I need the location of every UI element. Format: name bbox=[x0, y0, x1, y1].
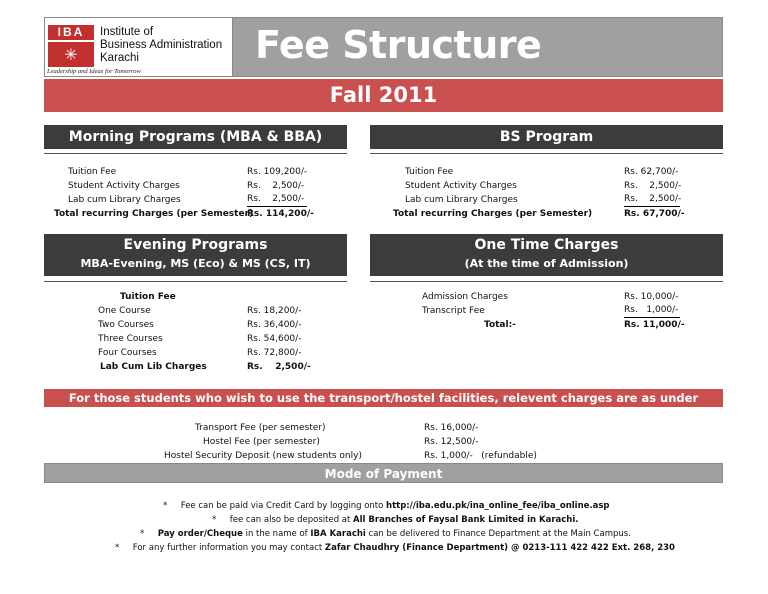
note-text: Fee can be paid via Credit Card by logging onto bbox=[180, 501, 387, 511]
pay-order-label: Pay order/Cheque bbox=[157, 529, 243, 539]
payment-note-bank bbox=[212, 514, 579, 527]
logo-text: IBA bbox=[48, 25, 94, 40]
page-title: Fee Structure bbox=[255, 23, 542, 67]
transport-row-label: Hostel Security Deposit (new students only) bbox=[164, 451, 362, 461]
payment-note-credit-card bbox=[163, 500, 610, 513]
payee-name: IBA Karachi bbox=[310, 529, 366, 539]
note-text: can be delivered to Finance Department at the Main Campus. bbox=[365, 529, 631, 539]
transport-hostel-heading: For those students who wish to use the transport/hostel facilities, relevent charges are as under bbox=[44, 389, 723, 407]
morning-row-label: Tuition Fee bbox=[68, 167, 117, 177]
onetime-heading-title: One Time Charges bbox=[474, 237, 619, 253]
morning-programs-heading: Morning Programs (MBA & BBA) bbox=[44, 125, 347, 149]
bullet: * bbox=[212, 515, 217, 525]
note-text: in the name of bbox=[242, 529, 311, 539]
onetime-row-label: Admission Charges bbox=[422, 292, 508, 302]
evening-heading-subtitle: MBA-Evening, MS (Eco) & MS (CS, IT) bbox=[80, 257, 311, 270]
onetime-row-amount: Rs. 10,000/- bbox=[624, 292, 679, 302]
payment-note-pay-order bbox=[140, 528, 631, 541]
bullet: * bbox=[115, 543, 120, 553]
transport-row-label: Transport Fee (per semester) bbox=[195, 423, 326, 433]
evening-row-amount: Rs. 54,600/- bbox=[247, 334, 302, 344]
evening-row-label: Three Courses bbox=[98, 334, 163, 344]
iba-logo bbox=[48, 25, 94, 67]
evening-lab-label: Lab Cum Lib Charges bbox=[100, 362, 207, 372]
transport-row-label: Hostel Fee (per semester) bbox=[203, 437, 320, 447]
evening-lab-amount: Rs. 2,500/- bbox=[247, 362, 311, 372]
divider bbox=[370, 281, 723, 282]
institute-line-2: Business Administration bbox=[100, 39, 223, 51]
online-fee-link[interactable]: http://iba.edu.pk/ina_online_fee/iba_online.asp bbox=[386, 501, 610, 511]
evening-row-amount: Rs. 72,800/- bbox=[247, 348, 302, 358]
bs-row-amount: Rs. 2,500/- bbox=[624, 193, 680, 207]
morning-row-amount: Rs. 109,200/- bbox=[247, 167, 308, 177]
morning-total-label: Total recurring Charges (per Semester) bbox=[54, 209, 254, 219]
bank-name: All Branches of Faysal Bank Limited in Karachi. bbox=[353, 515, 579, 525]
evening-row-amount: Rs. 36,400/- bbox=[247, 320, 302, 330]
bullet: * bbox=[140, 529, 145, 539]
morning-row-amount: Rs. 2,500/- bbox=[247, 193, 307, 207]
divider bbox=[44, 281, 347, 282]
payment-note-contact bbox=[115, 542, 675, 555]
bs-row-label: Lab cum Library Charges bbox=[405, 195, 518, 205]
onetime-total-amount: Rs. 11,000/- bbox=[624, 320, 685, 330]
tagline: Leadership and Ideas for Tomorrow bbox=[47, 68, 141, 75]
morning-total-amount: Rs. 114,200/- bbox=[247, 209, 314, 219]
morning-row-amount: Rs. 2,500/- bbox=[247, 181, 305, 191]
evening-heading-title: Evening Programs bbox=[123, 237, 268, 253]
term-banner: Fall 2011 bbox=[44, 79, 723, 112]
bs-row-label: Tuition Fee bbox=[405, 167, 454, 177]
bs-row-amount: Rs. 62,700/- bbox=[624, 167, 679, 177]
bs-program-heading: BS Program bbox=[370, 125, 723, 149]
morning-row-label: Lab cum Library Charges bbox=[68, 195, 181, 205]
evening-programs-heading bbox=[44, 234, 347, 276]
morning-row-label: Student Activity Charges bbox=[68, 181, 180, 191]
onetime-row-label: Transcript Fee bbox=[422, 306, 485, 316]
transport-row-amount: Rs. 16,000/- bbox=[424, 423, 479, 433]
bs-total-label: Total recurring Charges (per Semester) bbox=[393, 209, 593, 219]
divider bbox=[44, 153, 347, 154]
mode-of-payment-heading: Mode of Payment bbox=[44, 463, 723, 483]
divider bbox=[370, 153, 723, 154]
note-text: For any further information you may contact bbox=[132, 543, 325, 553]
evening-tuition-label: Tuition Fee bbox=[120, 292, 176, 302]
evening-row-label: Four Courses bbox=[98, 348, 157, 358]
evening-row-label: Two Courses bbox=[98, 320, 154, 330]
institute-line-1: Institute of bbox=[100, 26, 154, 38]
institute-line-3: Karachi bbox=[100, 52, 139, 64]
onetime-row-amount: Rs. 1,000/- bbox=[624, 304, 680, 318]
logo-emblem-icon: ✳ bbox=[48, 42, 94, 67]
bs-row-label: Student Activity Charges bbox=[405, 181, 517, 191]
transport-row-amount: Rs. 12,500/- bbox=[424, 437, 479, 447]
note-text: fee can also be deposited at bbox=[229, 515, 354, 525]
contact-info: Zafar Chaudhry (Finance Department) @ 0213-111 422 422 Ext. 268, 230 bbox=[324, 543, 675, 553]
bs-total-amount: Rs. 67,700/- bbox=[624, 209, 685, 219]
bs-row-amount: Rs. 2,500/- bbox=[624, 181, 682, 191]
evening-row-amount: Rs. 18,200/- bbox=[247, 306, 302, 316]
transport-row-amount: Rs. 1,000/- (refundable) bbox=[424, 451, 537, 461]
one-time-charges-heading bbox=[370, 234, 723, 276]
onetime-heading-subtitle: (At the time of Admission) bbox=[464, 257, 629, 270]
onetime-total-label: Total:- bbox=[484, 320, 516, 330]
evening-row-label: One Course bbox=[98, 306, 151, 316]
bullet: * bbox=[163, 501, 168, 511]
